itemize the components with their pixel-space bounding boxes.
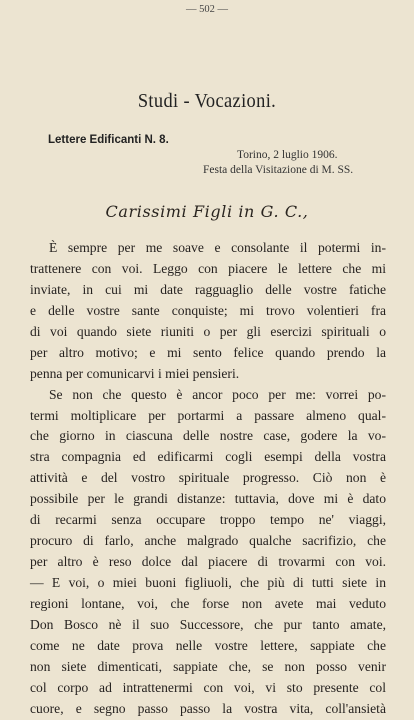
text-line: possibile per le grandi distanze: tuttavia, dove mi è dato: [30, 491, 386, 507]
text-line: di recarmi senza occupare troppo tempo ne' viaggi,: [30, 512, 386, 528]
text-line: stra compagnia ed edificarmi cogli esempi della vostra: [30, 449, 386, 465]
text-line: non siete dimenticati, sappiate che, se non posso venir: [30, 658, 386, 674]
page-title: Studi - Vocazioni.: [137, 90, 277, 112]
text-line: per altro è reso dolce dal piacere di trovarmi con voi.: [30, 554, 386, 570]
salutation: Carissimi Figli in G. C.,: [105, 202, 309, 221]
text-line: e delle vostre sante conquiste; mi trovo volentieri fra: [30, 302, 386, 318]
text-line: — E voi, o miei buoni figliuoli, che più di tutti siete in: [30, 575, 386, 590]
text-line: regioni lontane, voi, che forse non avete mai veduto: [30, 595, 386, 611]
text-line: attività e del vostro spirituale progresso. Ciò non è: [30, 470, 386, 486]
text-line: col corpo ad intrattenermi con voi, vi sto presente col: [30, 679, 386, 695]
dateline-place-date: Torino, 2 luglio 1906.: [237, 149, 338, 161]
letter-body: [30, 238, 386, 720]
text-line: termi moltiplicare per portarmi a passare almeno qual-: [30, 407, 386, 423]
text-line: che giorno in ciascuna delle nostre case, godere la vo-: [30, 428, 386, 444]
text-line: penna per comunicarvi i miei pensieri.: [30, 365, 240, 381]
text-line: per altro motivo; e mi sento felice quando prendo la: [30, 344, 386, 360]
text-line: inviate, in cui mi date ragguaglio delle vostre fatiche: [30, 281, 386, 297]
text-line: come ne date prova nelle vostre lettere, sappiate che: [30, 637, 386, 653]
series-heading: Lettere Edificanti N. 8.: [48, 134, 169, 146]
text-line: cuore, e segno passo passo la vostra vita, coll'ansietà: [30, 700, 386, 716]
page-number: — 502 —: [186, 4, 228, 15]
text-line: Se non che questo è ancor poco per me: vorrei po-: [49, 386, 386, 402]
text-line: di voi quando siete riuniti o per gli esercizi spirituali o: [30, 323, 386, 339]
text-line: trattenere con voi. Leggo con piacere le lettere che mi: [30, 260, 386, 276]
text-line: procuro di farlo, anche malgrado qualche sacrifizio, che: [30, 533, 386, 549]
dateline-feast: Festa della Visitazione di M. SS.: [203, 164, 354, 176]
text-line: Don Bosco nè il suo Successore, che pur tanto amate,: [30, 616, 386, 632]
text-line: È sempre per me soave e consolante il potermi in-: [49, 240, 386, 255]
